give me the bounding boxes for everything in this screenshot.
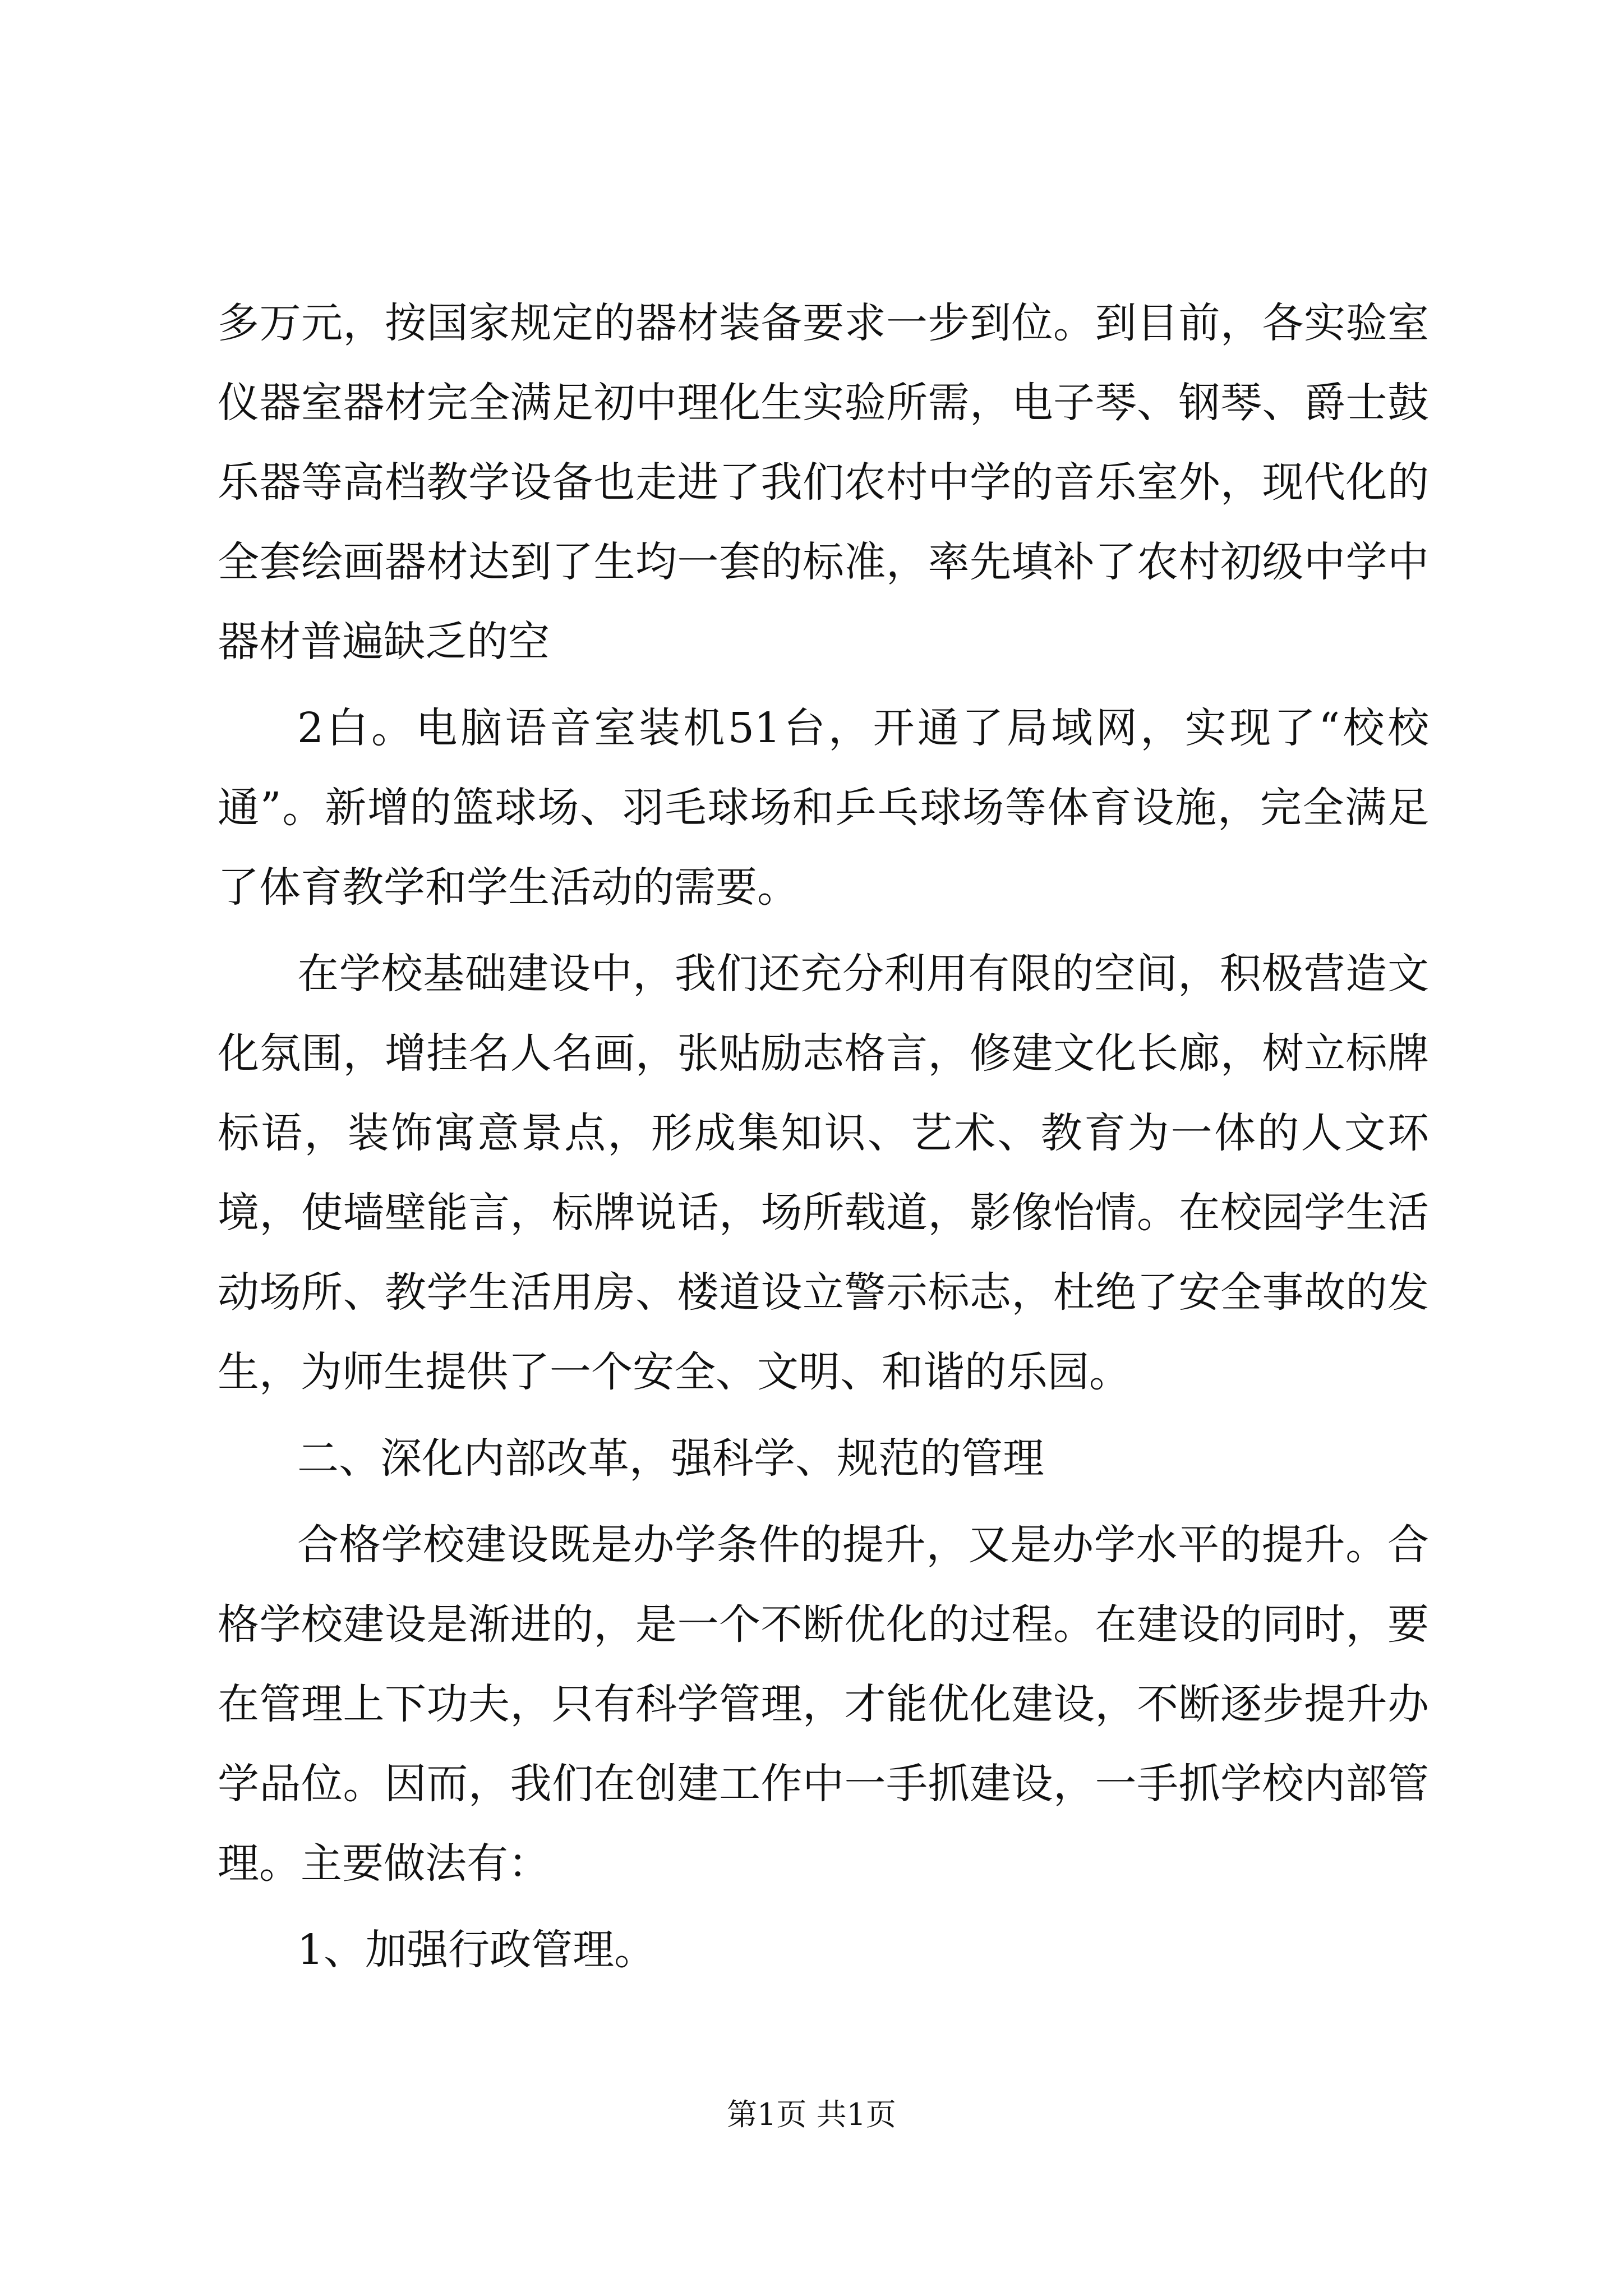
paragraph-campus-culture: 在学校基础建设中，我们还充分利用有限的空间，积极营造文化氛围，增挂名人名画，张贴励志格言，修建文化长廊，树立标牌标语，装饰寓意景点，形成集知识、艺术、教育为一体的人文环境，使墙壁能言，标牌说话，场所载道，影像怡情。在校园学生活动场所、教学生活用房、楼道设立警示标志，杜绝了安全事故的发生，为师生提供了一个安全、文明、和谐的乐园。: [218, 950, 1429, 1396]
paragraph-management: 合格学校建设既是办学条件的提升，又是办学水平的提升。合格学校建设是渐进的，是一个不断优化的过程。在建设的同时，要在管理上下功夫，只有科学管理，才能优化建设，不断逐步提升办学品位。因而，我们在创建工作中一手抓建设，一手抓学校内部管理。主要做法有：: [218, 1521, 1429, 1888]
paragraph-gap: [218, 927, 1429, 934]
paragraph-gap: [218, 1903, 1429, 1910]
subheading-admin-management: 1、加强行政管理。: [297, 1926, 656, 1974]
paragraph-gap: [218, 1498, 1429, 1505]
page-footer: 第1页 共1页: [727, 2097, 896, 2132]
paragraph-gap: [218, 1412, 1429, 1419]
section-heading-management: 二、深化内部改革，强科学、规范的管理: [297, 1434, 1044, 1483]
paragraph-computer-room: 2白。电脑语音室装机51台，开通了局域网，实现了“校校通”。新增的篮球场、羽毛球场和乒乓球场等体育设施，完全满足了体育教学和学生活动的需要。: [218, 704, 1429, 912]
paragraph-gap: [218, 682, 1429, 688]
paragraph-equipment: 多万元，按国家规定的器材装备要求一步到位。到目前，各实验室仪器室器材完全满足初中理化生实验所需，电子琴、钢琴、爵士鼓乐器等高档教学设备也走进了我们农村中学的音乐室外，现代化的全套绘画器材达到了生均一套的标准，率先填补了农村初级中学中器材普遍缺乏的空: [218, 299, 1429, 666]
document-body: [218, 283, 1429, 1990]
